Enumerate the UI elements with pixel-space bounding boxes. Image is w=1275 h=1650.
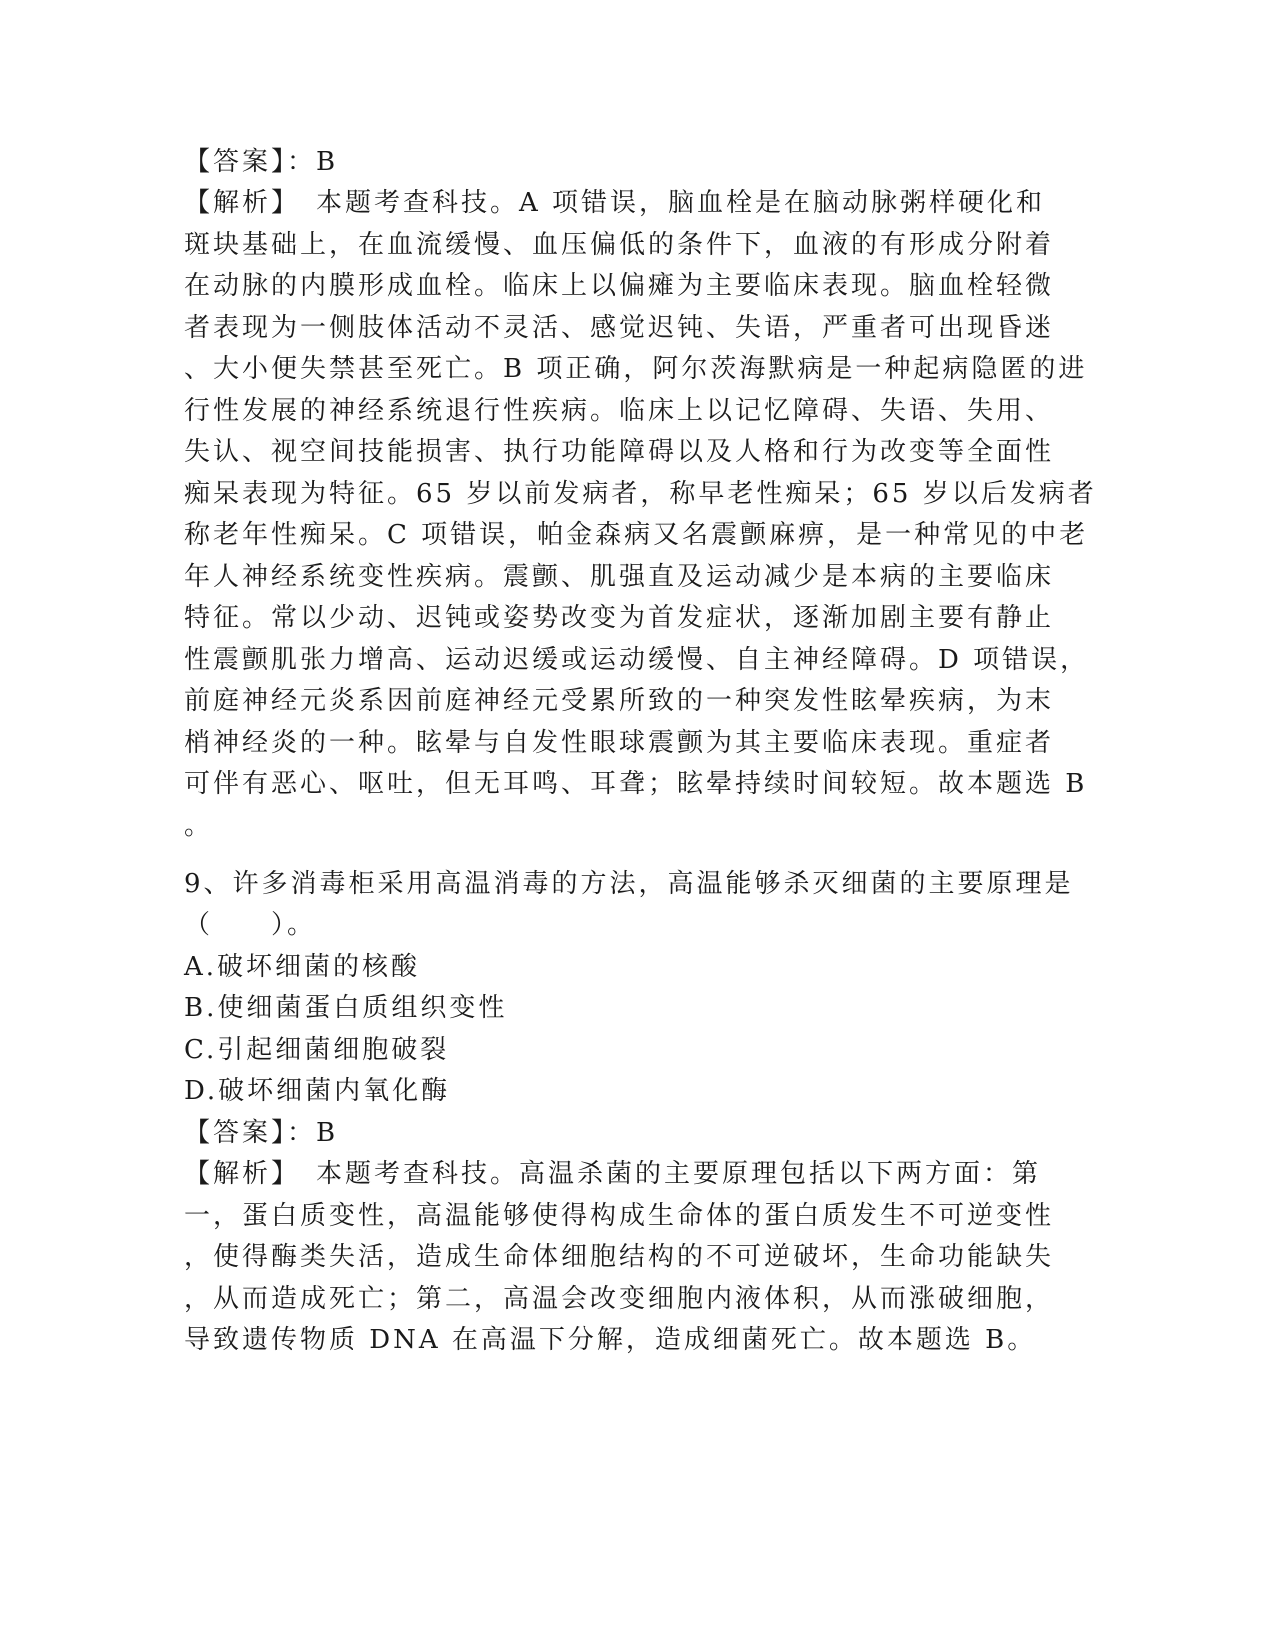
option-a: A.破坏细菌的核酸 bbox=[184, 952, 421, 982]
explanation-q8-line: 斑块基础上，在血流缓慢、血压偏低的条件下，血液的有形成分附着 bbox=[184, 230, 1055, 260]
explanation-q8-line: 失认、视空间技能损害、执行功能障碍以及人格和行为改变等全面性 bbox=[184, 437, 1055, 467]
explanation-q8-line: 在动脉的内膜形成血栓。临床上以偏瘫为主要临床表现。脑血栓轻微 bbox=[184, 271, 1055, 301]
explanation-q8-line: 年人神经系统变性疾病。震颤、肌强直及运动减少是本病的主要临床 bbox=[184, 562, 1055, 592]
explanation-q9-line: 导致遗传物质 DNA 在高温下分解，造成细菌死亡。故本题选 B。 bbox=[184, 1325, 1037, 1355]
option-c: C.引起细菌细胞破裂 bbox=[184, 1035, 450, 1065]
explanation-q9-line: ，使得酶类失活，造成生命体细胞结构的不可逆破坏，生命功能缺失 bbox=[184, 1242, 1055, 1272]
explanation-q8-line: 梢神经炎的一种。眩晕与自发性眼球震颤为其主要临床表现。重症者 bbox=[184, 728, 1055, 758]
explanation-q8-line: 【解析】 本题考查科技。A 项错误，脑血栓是在脑动脉粥样硬化和 bbox=[184, 188, 1046, 218]
explanation-q8-line: 性震颤肌张力增高、运动迟缓或运动缓慢、自主神经障碍。D 项错误， bbox=[184, 645, 1090, 675]
answer-label-q8: 【答案】：B bbox=[184, 147, 339, 177]
explanation-q8-line: 。 bbox=[184, 811, 214, 841]
explanation-q8-line: 称老年性痴呆。C 项错误，帕金森病又名震颤麻痹，是一种常见的中老 bbox=[184, 520, 1089, 550]
question-9-blank: （ ）。 bbox=[184, 910, 317, 940]
explanation-q8-line: 、大小便失禁甚至死亡。B 项正确，阿尔茨海默病是一种起病隐匿的进 bbox=[184, 354, 1088, 384]
explanation-q8-line: 者表现为一侧肢体活动不灵活、感觉迟钝、失语，严重者可出现昏迷 bbox=[184, 313, 1055, 343]
explanation-q8-line: 前庭神经元炎系因前庭神经元受累所致的一种突发性眩晕疾病，为末 bbox=[184, 686, 1055, 716]
explanation-q8-line: 特征。常以少动、迟钝或姿势改变为首发症状，逐渐加剧主要有静止 bbox=[184, 603, 1055, 633]
explanation-q9-line: 【解析】 本题考查科技。高温杀菌的主要原理包括以下两方面：第 bbox=[184, 1159, 1042, 1189]
explanation-q9-line: ，从而造成死亡；第二，高温会改变细胞内液体积，从而涨破细胞， bbox=[184, 1284, 1055, 1314]
question-9-stem: 9、许多消毒柜采用高温消毒的方法，高温能够杀灭细菌的主要原理是 bbox=[184, 869, 1074, 899]
option-d: D.破坏细菌内氧化酶 bbox=[184, 1076, 451, 1106]
option-b: B.使细菌蛋白质组织变性 bbox=[184, 993, 508, 1023]
explanation-q9-line: 一，蛋白质变性，高温能够使得构成生命体的蛋白质发生不可逆变性 bbox=[184, 1201, 1055, 1231]
answer-label-q9: 【答案】：B bbox=[184, 1118, 339, 1148]
explanation-q8-line: 痴呆表现为特征。65 岁以前发病者，称早老性痴呆；65 岁以后发病者 bbox=[184, 479, 1097, 509]
explanation-q8-line: 行性发展的神经系统退行性疾病。临床上以记忆障碍、失语、失用、 bbox=[184, 396, 1055, 426]
explanation-q8-line: 可伴有恶心、呕吐，但无耳鸣、耳聋；眩晕持续时间较短。故本题选 B bbox=[184, 769, 1088, 799]
